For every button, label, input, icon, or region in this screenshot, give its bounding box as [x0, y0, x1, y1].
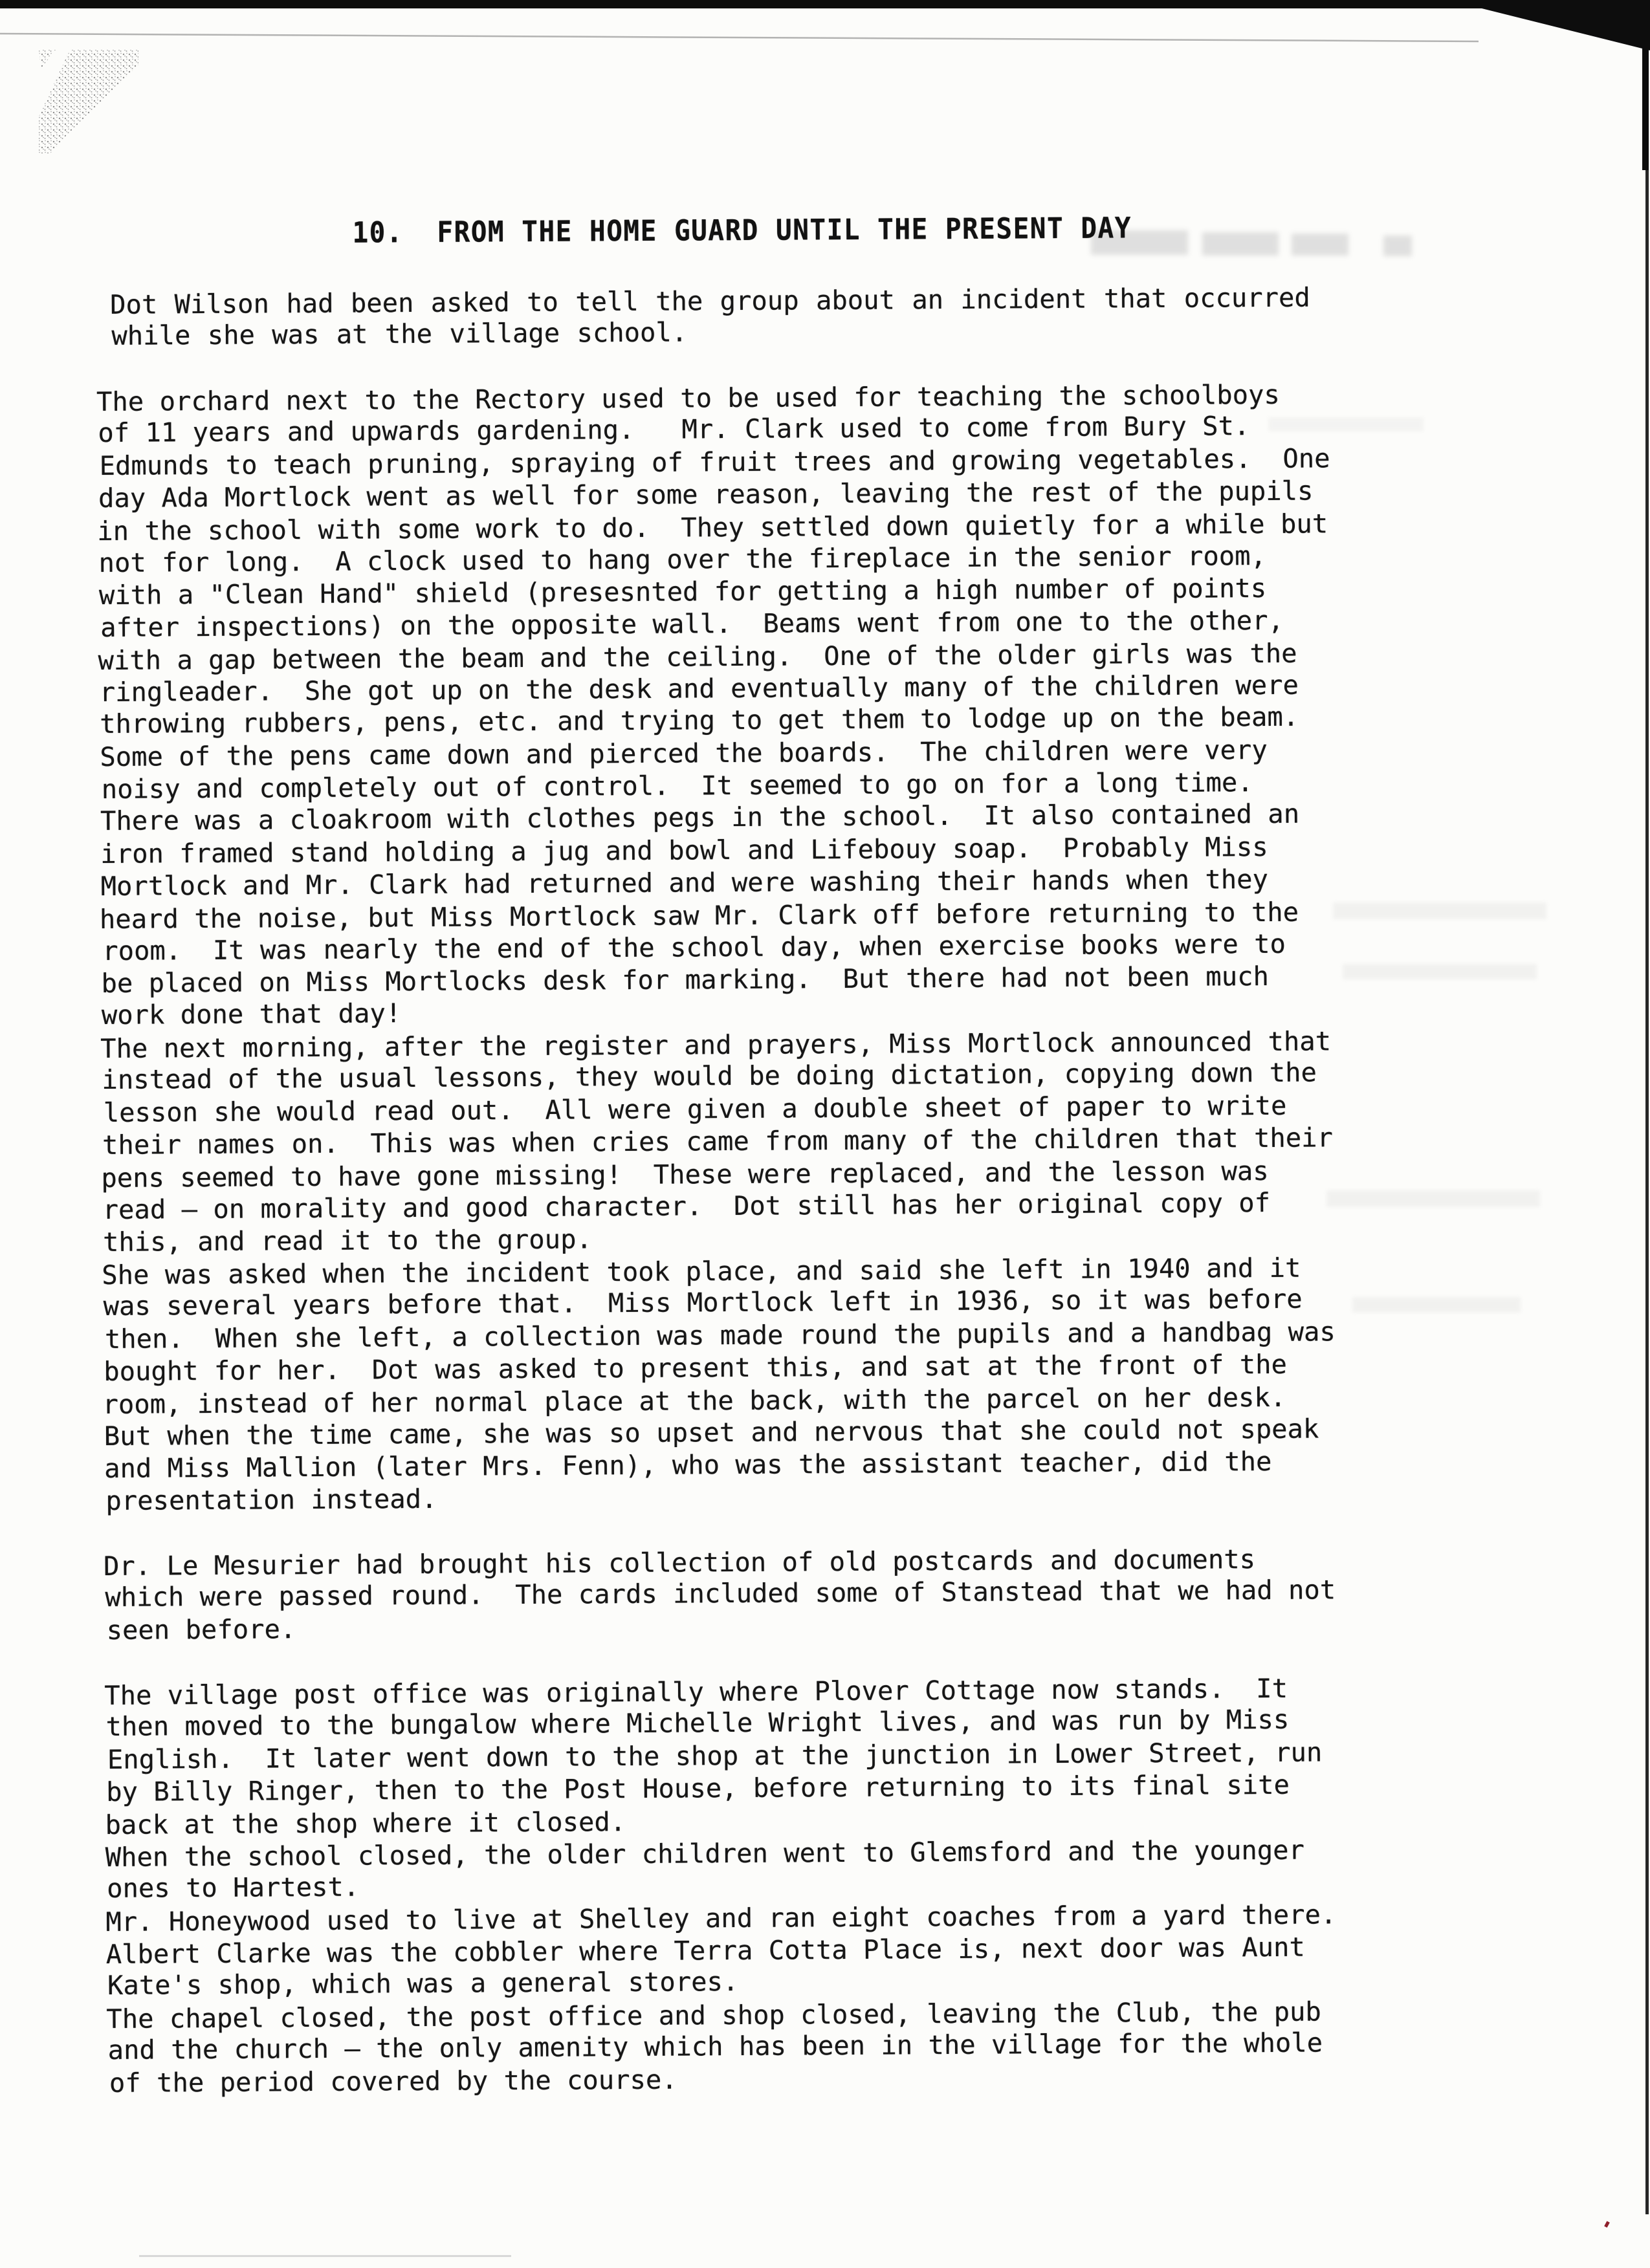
text-line: iron framed stand holding a jug and bowl and Lifebouy soap. Probably Miss	[100, 831, 1268, 869]
paragraph	[107, 1994, 1339, 2099]
text-line: bought for her. Dot was asked to present this, and sat at the front of the	[104, 1348, 1288, 1387]
scan-line	[0, 34, 1479, 41]
page-title: 10. FROM THE HOME GUARD UNTIL THE PRESENT DAY	[352, 211, 1132, 250]
text-line: There was a cloakroom with clothes pegs in the school. It also contained an	[100, 798, 1300, 836]
text-line: in the school with some work to do. They settled down quietly for a while but	[97, 508, 1328, 547]
text-line: When the school closed, the older children went to Glemsford and the younger	[105, 1834, 1305, 1873]
text-line: Dr. Le Mesurier had brought his collection of old postcards and documents	[103, 1543, 1256, 1582]
text-line: She was asked when the incident took place, and said she left in 1940 and it	[102, 1252, 1301, 1291]
paragraph-group	[105, 1542, 1336, 1646]
text-line: which were passed round. The cards included some of Stanstead that we had not	[105, 1574, 1336, 1613]
ghost-text-smudge	[1383, 235, 1412, 256]
text-line: room, instead of her normal place at the back, with the parcel on her desk.	[102, 1381, 1286, 1420]
paragraph-group	[98, 377, 1336, 1517]
text-line: read – on morality and good character. Dot still has her original copy of	[102, 1186, 1271, 1225]
scan-edge-top	[0, 0, 1650, 8]
text-line: their names on. This was when cries came from many of the children that their	[102, 1122, 1334, 1161]
text-line: of the period covered by the course.	[109, 2064, 677, 2099]
scan-bottom-line	[139, 2255, 511, 2257]
ghost-text-smudge	[1292, 234, 1348, 256]
text-line: then moved to the bungalow where Michelle Wright lives, and was run by Miss	[105, 1703, 1290, 1742]
text-line: not for long. A clock used to hang over the fireplace in the senior room,	[98, 540, 1267, 578]
paragraph	[103, 1250, 1335, 1517]
text-line: was several years before that. Miss Mortlock left in 1936, so it was before	[103, 1283, 1303, 1322]
text-line: this, and read it to the group.	[102, 1223, 593, 1258]
text-line: be placed on Miss Mortlocks desk for marking. But there had not been much	[101, 960, 1270, 999]
text-line: seen before.	[106, 1613, 296, 1646]
text-line: The village post office was originally where Plover Cottage now stands. It	[104, 1672, 1288, 1711]
text-line: Some of the pens came down and pierced the boards. The children were very	[100, 734, 1268, 772]
text-line: heard the noise, but Miss Mortlock saw Mr. Clark off before returning to the	[99, 896, 1299, 935]
text-line: and the church – the only amenity which has been in the village for the whole	[107, 2027, 1323, 2066]
scan-noise	[1333, 902, 1546, 919]
paragraph-group	[105, 1671, 1339, 2099]
text-line: Dot Wilson had been asked to tell the group about an incident that occurred	[110, 281, 1311, 320]
text-line: by Billy Ringer, then to the Post House, before returning to its final site	[106, 1769, 1290, 1807]
text-line: while she was at the village school.	[111, 316, 688, 351]
text-line: The next morning, after the register and prayers, Miss Mortlock announced that	[100, 1025, 1332, 1064]
text-line: English. It later went down to the shop at the junction in Lower Street, run	[107, 1736, 1323, 1775]
text-line: then. When she left, a collection was made round the pupils and a handbag was	[104, 1316, 1336, 1355]
paragraph	[105, 1542, 1336, 1646]
scan-edge-right	[1645, 8, 1649, 2214]
text-line: The orchard next to the Rectory used to be used for teaching the schoolboys	[96, 378, 1280, 418]
paragraph	[98, 377, 1332, 1032]
scan-noise	[1343, 964, 1537, 979]
text-line: Albert Clarke was the cobbler where Terra Cotta Place is, next door was Aunt	[105, 1931, 1305, 1970]
text-line: Kate's shop, which was a general stores.	[107, 1965, 739, 2001]
typed-content	[96, 211, 1339, 2099]
scan-corner-cut	[1482, 8, 1650, 50]
document-text	[97, 280, 1339, 2099]
text-line: But when the time came, she was so upset and nervous that she could not speak	[104, 1413, 1319, 1452]
text-line: presentation instead.	[105, 1483, 437, 1516]
text-line: room. It was nearly the end of the school day, when exercise books were to	[102, 928, 1286, 966]
text-line: Mortlock and Mr. Clark had returned and were washing their hands when they	[100, 863, 1269, 902]
paragraph	[102, 1024, 1334, 1258]
text-line: ones to Hartest.	[106, 1871, 360, 1904]
paragraph	[105, 1671, 1337, 1840]
corner-mark-small	[39, 50, 56, 69]
scan-edge-right-top	[1642, 8, 1649, 170]
text-line: throwing rubbers, pens, etc. and trying to get them to lodge up on the beam.	[99, 701, 1299, 739]
text-line: of 11 years and upwards gardening. Mr. Clark used to come from Bury St.	[98, 410, 1250, 448]
text-line: Mr. Honeywood used to live at Shelley and ran eight coaches from a yard there.	[105, 1899, 1337, 1937]
text-line: after inspections) on the opposite wall. Beams went from one to the other,	[100, 604, 1284, 643]
text-line: work done that day!	[101, 998, 402, 1030]
paragraph	[107, 1833, 1337, 1905]
paragraph-group	[97, 280, 1328, 353]
text-line: and Miss Mallion (later Mrs. Fenn), who was the assistant teacher, did the	[104, 1445, 1272, 1484]
text-line: lesson she would read out. All were given a double sheet of paper to write	[103, 1089, 1287, 1128]
ghost-text-smudge	[1202, 232, 1279, 256]
text-line: Edmunds to teach pruning, spraying of fruit trees and growing vegetables. One	[99, 442, 1330, 481]
paragraph	[107, 1930, 1338, 2002]
corner-mark-stripe	[39, 50, 138, 153]
scan-noise	[1352, 1297, 1521, 1313]
text-line: back at the shop where it closed.	[105, 1806, 626, 1840]
text-line: day Ada Mortlock went as well for some reason, leaving the rest of the pupils	[98, 475, 1314, 514]
text-line: with a "Clean Hand" shield (presesnted for getting a high number of points	[98, 572, 1267, 611]
text-line: instead of the usual lessons, they would be doing dictation, copying down the	[102, 1056, 1317, 1095]
text-line: with a gap between the beam and the ceiling. One of the older girls was the	[98, 637, 1297, 677]
text-line: pens seemed to have gone missing! These were replaced, and the lesson was	[101, 1155, 1269, 1194]
text-line: ringleader. She got up on the desk and eventually many of the children were	[99, 669, 1299, 708]
text-line: noisy and completely out of control. It seemed to go on for a long time.	[101, 767, 1253, 805]
paragraph	[111, 280, 1328, 352]
text-line: The chapel closed, the post office and shop closed, leaving the Club, the pub	[106, 1996, 1321, 2034]
scan-noise	[1326, 1190, 1540, 1207]
